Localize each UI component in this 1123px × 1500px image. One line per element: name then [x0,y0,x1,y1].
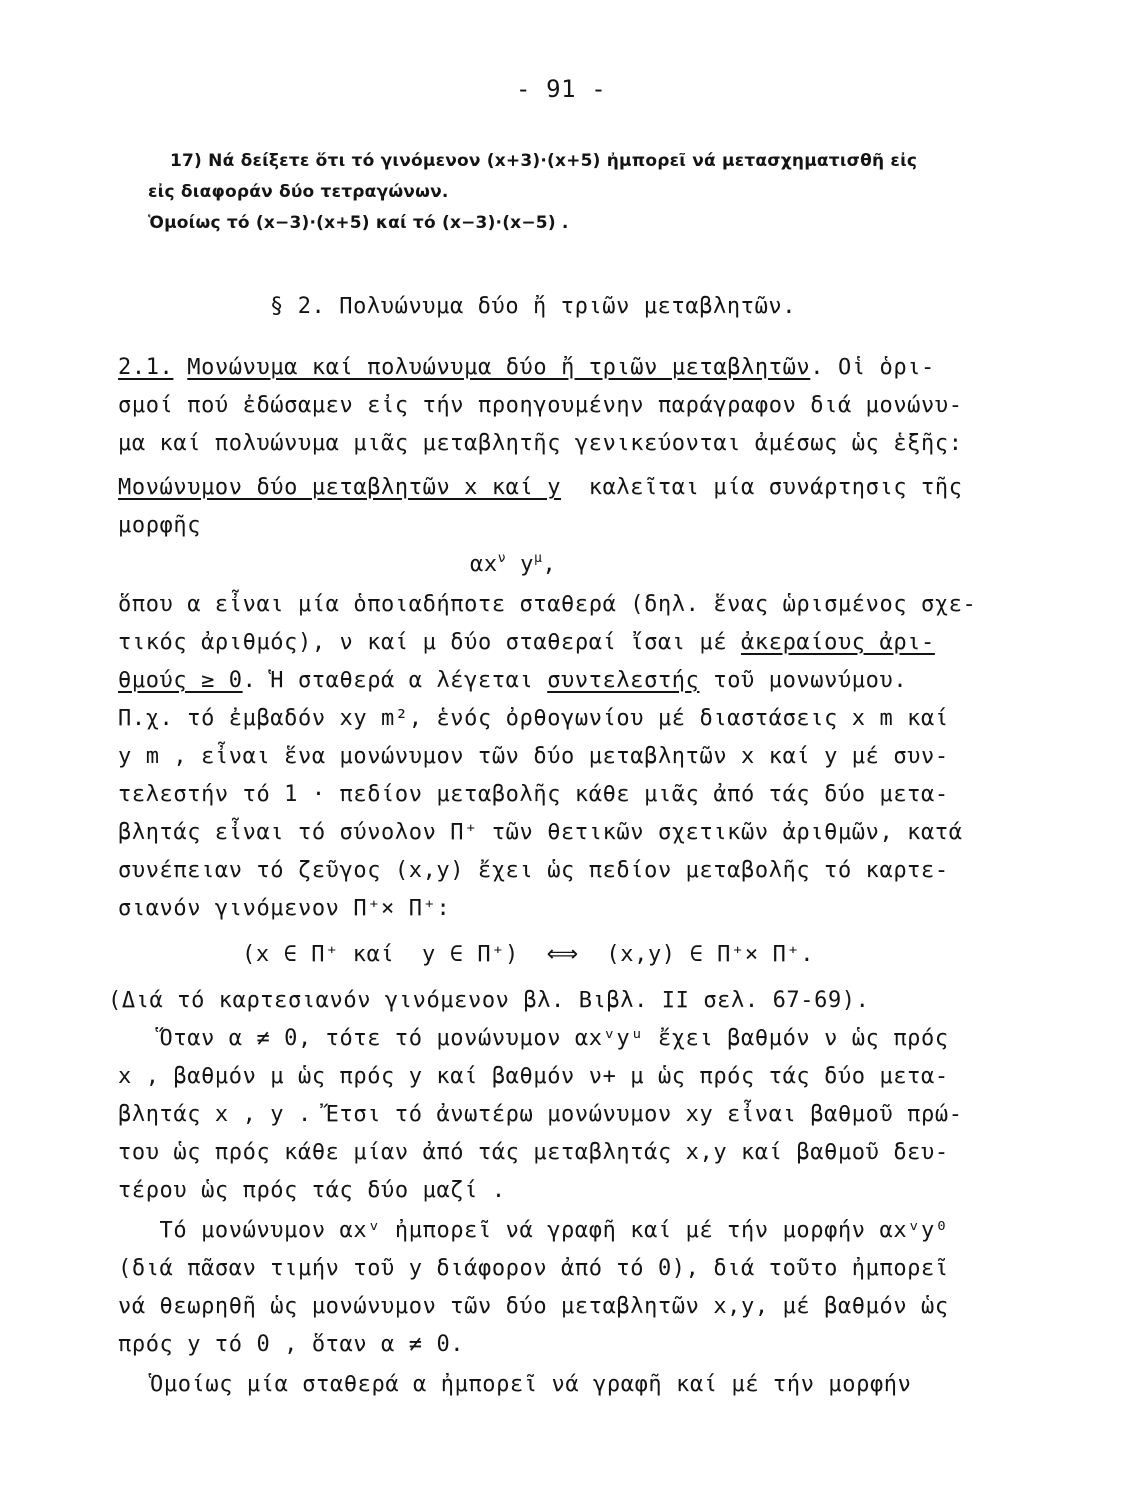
subsection-line-1 [118,355,935,381]
text-line [118,668,907,694]
text-line [118,630,935,656]
text-line: μα καί πολυώνυμα μιᾶς μεταβλητῆς γενικεύονται ἀμέσως ὡς ἑξῆς: [118,431,963,456]
underlined-term: συντελεστής [547,668,700,693]
text-span: τοῦ μονωνύμου. [699,668,908,693]
text-line: πρός y τό 0 , ὅταν α ≠ 0. [118,1332,465,1357]
definition-rest: καλεῖται μία συνάρτησις τῆς [561,475,963,500]
text-line: σμοί πού ἐδώσαμεν εἰς τήν προηγουμένην παράγραφον διά μονώνυ- [118,393,963,418]
text-line: ὅπου α εἶναι μία ὁποιαδήποτε σταθερά (δηλ. ἕνας ὡρισμένος σχε- [118,592,977,617]
monomial-formula [470,552,556,578]
text-line: βλητάς εἶναι τό σύνολον Π⁺ τῶν θετικῶν σχετικῶν ἀριθμῶν, κατά [118,820,963,845]
definition-term: Μονώνυμον δύο μεταβλητῶν x καί y [118,475,562,500]
text-line: Π.χ. τό ἐμβαδόν xy m², ἑνός ὀρθογωνίου μέ διαστάσεις x m καί [118,706,949,731]
text-line: (Διά τό καρτεσιανόν γινόμενον βλ. Βιβλ. ΙΙ σελ. 67-69). [108,988,870,1013]
text-line: τελεστήν τό 1 · πεδίον μεταβολῆς κάθε μιᾶς ἀπό τάς δύο μετα- [118,782,949,807]
exercise-line-2: εἰς διαφοράν δύο τετραγώνων. [148,182,449,202]
text-line: x , βαθμόν μ ὡς πρός y καί βαθμόν ν+ μ ὡς πρός τάς δύο μετα- [118,1064,949,1089]
text-line: Τό μονώνυμον αxᵛ ἠμπορεῖ νά γραφῆ καί μέ τήν μορφήν αxᵛy⁰ [118,1218,949,1243]
page-number: - 91 - [516,75,607,103]
formula-exponent-mu: μ [533,550,543,566]
text-line: βλητάς x , y . Ἔτσι τό ἀνωτέρω μονώνυμον xy εἶναι βαθμοῦ πρώ- [118,1102,963,1127]
text-span: τικός ἀριθμός), ν καί μ δύο σταθεραί ἴσαι μέ [118,630,742,655]
formula-end: , [542,552,557,577]
exercise-line-3: Ὁμοίως τό (x−3)·(x+5) καί τό (x−3)·(x−5) . [148,213,569,233]
text-line: (διά πᾶσαν τιμήν τοῦ y διάφορον ἀπό τό 0), διά τοῦτο ἠμπορεῖ [118,1256,949,1281]
formula-y: y [506,552,534,577]
subsection-number: 2.1. [118,355,174,380]
text-line: Ὁμοίως μία σταθερά α ἠμπορεῖ νά γραφῆ καί μέ τήν μορφήν [150,1372,912,1397]
underlined-term: θμούς ≥ 0 [118,668,243,693]
subsection-line-rest: . Οἱ ὁρι- [810,355,935,380]
subsection-title: Μονώνυμα καί πολυώνυμα δύο ἤ τριῶν μεταβλητῶν [187,355,811,380]
text-line: συνέπειαν τό ζεῦγος (x,y) ἔχει ὡς πεδίον μεταβολῆς τό καρτε- [118,858,949,883]
text-line: y m , εἶναι ἕνα μονώνυμον τῶν δύο μεταβλητῶν x καί y μέ συν- [118,744,949,769]
text-span: . Ἡ σταθερά α λέγεται [242,668,548,693]
text-line: μορφῆς [118,513,202,538]
underlined-term: ἀκεραίους ἀρι- [741,630,935,655]
text-line: του ὡς πρός κάθε μίαν ἀπό τάς μεταβλητάς x,y καί βαθμοῦ δευ- [118,1140,949,1165]
formula-base: αx [470,552,498,577]
formula-exponent-nu: ν [497,550,507,566]
exercise-line-1: 17) Νά δείξετε ὅτι τό γινόμενον (x+3)·(x+5) ἠμπορεῖ νά μετασχηματισθῆ εἰς [170,151,918,171]
cartesian-formula: (x ∈ Π⁺ καί y ∈ Π⁺) ⟺ (x,y) ∈ Π⁺× Π⁺. [242,942,815,967]
text-line: Ὅταν α ≠ 0, τότε τό μονώνυμον αxᵛyᵘ ἔχει βαθμόν ν ὡς πρός [118,1026,949,1051]
text-line: σιανόν γινόμενον Π⁺× Π⁺: [118,896,451,921]
text-line: τέρου ὡς πρός τάς δύο μαζί . [118,1178,506,1203]
text-line: νά θεωρηθῆ ὡς μονώνυμον τῶν δύο μεταβλητῶν x,y, μέ βαθμόν ὡς [118,1294,949,1319]
section-title: § 2. Πολυώνυμα δύο ἤ τριῶν μεταβλητῶν. [270,294,797,319]
definition-line [118,475,963,501]
